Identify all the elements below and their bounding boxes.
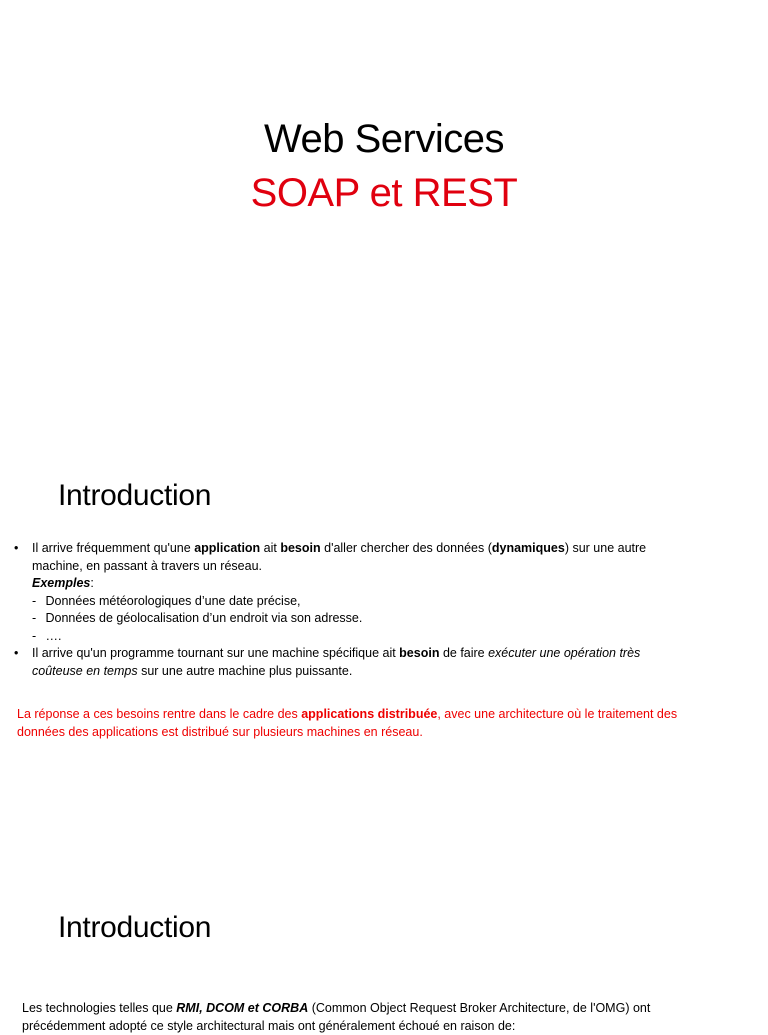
examples-list xyxy=(14,593,714,646)
text-run: Il arrive qu'un programme tournant sur une machine spécifique ait xyxy=(32,646,400,660)
section-heading: Introduction xyxy=(58,911,212,944)
introduction-slide-2 xyxy=(0,860,768,1033)
list-item xyxy=(32,628,714,646)
bold-text: dynamiques xyxy=(491,541,565,555)
technologies-paragraph xyxy=(22,1000,722,1035)
bold-text: application xyxy=(194,541,261,555)
text-run: machine, en passant à travers un réseau. xyxy=(32,558,262,573)
italic-text: coûteuse en temps xyxy=(32,663,138,678)
list-item xyxy=(14,645,714,680)
text-run: données des applications est distribué sur plusieurs machines en réseau. xyxy=(17,724,423,739)
dash-icon: - xyxy=(32,628,37,643)
bullet-list xyxy=(14,540,714,680)
text-run: La réponse a ces besoins rentre dans le cadre des xyxy=(17,707,302,721)
introduction-slide-1 xyxy=(0,430,768,860)
dash-icon: - xyxy=(32,593,37,608)
text-run: ait xyxy=(260,541,281,555)
text-run: : xyxy=(90,576,94,590)
bullet-icon: • xyxy=(14,541,19,555)
text-run: de faire xyxy=(439,646,489,660)
text-run: sur une autre machine plus puissante. xyxy=(137,663,353,678)
text-run: ) sur une autre xyxy=(564,541,647,555)
title-block xyxy=(0,112,768,220)
title-slide xyxy=(0,0,768,430)
text-run: Les technologies telles que xyxy=(22,1001,177,1015)
examples-label: Exemples xyxy=(32,576,91,590)
bold-text: applications distribuée xyxy=(301,707,438,721)
bold-text: besoin xyxy=(399,646,440,660)
example-text: …. xyxy=(45,628,62,643)
slide-subtitle: SOAP et REST xyxy=(250,171,518,215)
text-run: Il arrive fréquemment qu'une xyxy=(32,541,195,555)
bold-text: besoin xyxy=(280,541,321,555)
list-item xyxy=(32,593,714,611)
text-run: d'aller chercher des données ( xyxy=(320,541,492,555)
text-run: précédemment adopté ce style architectural mais ont généralement échoué en raison de: xyxy=(22,1018,516,1033)
slide-title: Web Services xyxy=(263,117,504,161)
example-text: Données de géolocalisation d’un endroit via son adresse. xyxy=(45,611,363,625)
example-text: Données météorologiques d’une date précise, xyxy=(45,593,301,608)
text-run: , avec une architecture où le traitement des xyxy=(437,707,678,721)
list-item xyxy=(14,540,714,593)
section-heading: Introduction xyxy=(58,479,212,512)
bold-italic-text: RMI, DCOM et CORBA xyxy=(176,1001,309,1015)
bullet-icon: • xyxy=(14,646,19,660)
italic-text: exécuter une opération très xyxy=(488,646,641,660)
conclusion-paragraph xyxy=(17,706,717,741)
text-run: (Common Object Request Broker Architecture, de l'OMG) ont xyxy=(308,1001,651,1015)
dash-icon: - xyxy=(32,611,37,625)
list-item xyxy=(32,610,714,628)
